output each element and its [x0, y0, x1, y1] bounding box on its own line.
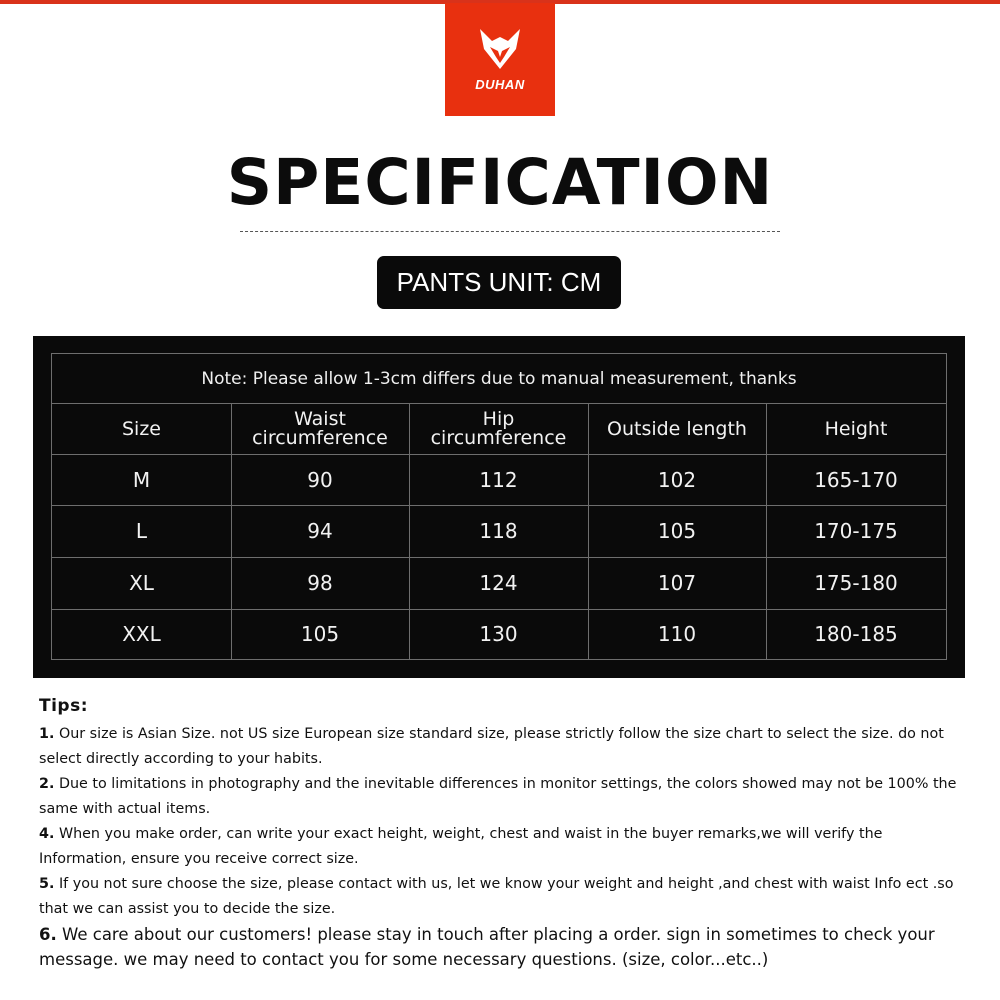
tip-item [39, 872, 974, 922]
title-divider [240, 231, 780, 232]
row-xl-size: XL [129, 571, 154, 595]
row-m-size: M [132, 467, 151, 492]
tip-item [39, 772, 974, 822]
row-m-height: 165-170 [814, 467, 898, 492]
tip-text: Our size is Asian Size. not US size European size standard size, please strictly follow the size chart to select the size. do not select directly according to your habits. [39, 726, 944, 767]
size-table-panel [33, 336, 965, 678]
row-m-waist: 90 [307, 467, 333, 492]
header-hip-line1: Hip [482, 408, 515, 430]
header-waist-line1: Waist [294, 408, 346, 430]
header-height-label: Height [824, 417, 888, 440]
tip-item [39, 722, 974, 772]
row-xxl-height: 180-185 [814, 622, 898, 646]
row-m-outside-length: 102 [657, 467, 697, 492]
header-hip-line2: circumference [430, 427, 567, 449]
row-l-waist: 94 [307, 519, 333, 543]
tip-text: When you make order, can write your exact height, weight, chest and waist in the buyer remarks,we will verify the Information, ensure you receive correct size. [39, 826, 883, 867]
page-title: SPECIFICATION [226, 146, 774, 219]
row-l-height: 170-175 [814, 519, 898, 543]
brand-name: DUHAN [475, 77, 525, 92]
tip-item [39, 822, 974, 872]
row-xl-hip: 124 [479, 571, 518, 595]
tip-number: 6. [39, 925, 57, 944]
row-xxl-size: XXL [122, 622, 161, 646]
row-xl-waist: 98 [307, 571, 333, 595]
header-height [766, 404, 946, 454]
tip-number: 4. [39, 826, 55, 842]
header-outside-length [588, 404, 766, 454]
row-xxl-outside-length: 110 [657, 622, 697, 646]
row-l-hip: 118 [479, 519, 518, 543]
fox-head-icon [478, 27, 522, 71]
tip-number: 2. [39, 776, 55, 792]
row-l-outside-length: 105 [657, 519, 697, 543]
header-size-label: Size [121, 417, 161, 440]
tip-text: Due to limitations in photography and the inevitable differences in monitor settings, the colors showed may not be 100% the same with actual items. [39, 776, 957, 817]
unit-badge: PANTS UNIT: CM [377, 256, 621, 309]
row-l-size: L [135, 519, 148, 543]
header-size [52, 404, 231, 454]
tip-item [39, 922, 974, 972]
row-xxl-hip: 130 [479, 622, 518, 646]
size-table [51, 353, 947, 660]
tips-title: Tips: [39, 696, 89, 716]
row-xl-height: 175-180 [814, 571, 898, 595]
header-waist-line2: circumference [252, 427, 388, 449]
row-xxl-waist: 105 [300, 622, 340, 646]
tips-section [39, 696, 974, 972]
tip-number: 5. [39, 876, 55, 892]
tip-text: We care about our customers! please stay in touch after placing a order. sign in sometimes to check your message. we may need to contact you for some necessary questions. (size, color...etc..) [39, 925, 935, 969]
table-note: Note: Please allow 1-3cm differs due to manual measurement, thanks [52, 354, 946, 404]
brand-logo [445, 3, 555, 116]
tip-number: 1. [39, 726, 55, 742]
header-waist [231, 404, 409, 454]
row-xl-outside-length: 107 [657, 571, 697, 595]
header-hip [409, 404, 588, 454]
header-outside-length-label: Outside length [607, 417, 747, 440]
tip-text: If you not sure choose the size, please contact with us, let we know your weight and height ,and chest with waist Info ect .so that we can assist you to decide the size. [39, 876, 954, 917]
row-m-hip: 112 [479, 467, 518, 492]
